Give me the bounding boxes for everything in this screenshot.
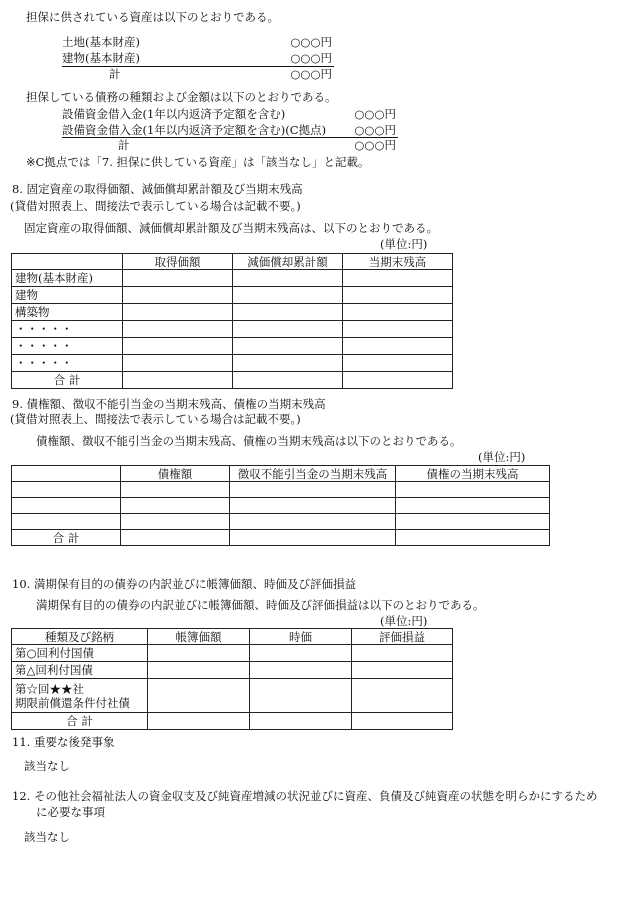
section10-intro: 満期保有目的の債券の内訳並びに帳簿価額、時価及び評価損益は以下のとおりである。 [36, 598, 485, 612]
section12-body: 該当なし [24, 830, 70, 844]
header-cell: 種類及び銘柄 [12, 629, 148, 645]
row-label: 建物(基本財産) [12, 270, 123, 287]
section8-heading: 8. 固定資産の取得価額、減価償却累計額及び当期末残高 [12, 182, 303, 196]
asset-amount-building: ○○○円 [290, 51, 332, 65]
header-cell [12, 254, 123, 270]
row-label [12, 498, 121, 514]
section12-heading-line1: 12. その他社会福祉法人の資金収支及び純資産増減の状況並びに資産、負債及び純資産の状態を明らかにするため [12, 789, 598, 803]
table-total-row [12, 372, 453, 389]
debts-total-label: 計 [118, 138, 130, 152]
asset-label-land: 土地(基本財産) [62, 35, 140, 49]
section9-intro: 債権額、徴収不能引当金の当期末残高、債権の当期末残高は以下のとおりである。 [36, 434, 462, 448]
collateral-note: ※C拠点では「7. 担保に供している資産」は「該当なし」と記載。 [26, 155, 370, 169]
table-row [12, 321, 453, 338]
table-row [12, 270, 453, 287]
collateral-debts-intro: 担保している債務の種類および金額は以下のとおりである。 [26, 90, 337, 104]
header-cell: 取得価額 [123, 254, 233, 270]
section9-subnote: (貸借対照表上、間接法で表示している場合は記載不要。) [10, 412, 301, 426]
section9-heading: 9. 債権額、徴収不能引当金の当期末残高、債権の当期末残高 [12, 397, 326, 411]
row-label: ・・・・・ [12, 338, 123, 355]
row-label: ・・・・・ [12, 321, 123, 338]
debt-amount-1: ○○○円 [354, 107, 396, 121]
header-cell: 債権額 [121, 466, 230, 482]
header-cell [12, 466, 121, 482]
section9-unit: (単位:円) [478, 450, 526, 464]
table-row [12, 498, 550, 514]
table-header-row [12, 466, 550, 482]
asset-amount-land: ○○○円 [290, 35, 332, 49]
section8-subnote: (貸借対照表上、間接法で表示している場合は記載不要。) [10, 199, 301, 213]
total-label: 合 計 [12, 372, 123, 389]
section8-intro: 固定資産の取得価額、減価償却累計額及び当期末残高は、以下のとおりである。 [24, 221, 438, 235]
section8-unit: (単位:円) [380, 237, 428, 251]
table-row [12, 662, 453, 679]
row-label: ・・・・・ [12, 355, 123, 372]
section11-heading: 11. 重要な後発事象 [12, 735, 115, 749]
table-row [12, 679, 453, 713]
header-cell: 時価 [250, 629, 352, 645]
table-row [12, 338, 453, 355]
debt-amount-2: ○○○円 [354, 123, 396, 137]
table-row [12, 304, 453, 321]
row-label-multiline [12, 679, 148, 713]
debts-total-amount: ○○○円 [354, 138, 396, 152]
row-label-line1: 第☆回★★社 [15, 681, 84, 696]
table-total-row [12, 713, 453, 730]
asset-label-building: 建物(基本財産) [62, 51, 140, 65]
table-row [12, 355, 453, 372]
assets-total-label: 計 [109, 67, 121, 81]
fixed-assets-table [11, 253, 453, 389]
section12-heading-line2: に必要な事項 [36, 805, 105, 819]
table-header-row [12, 629, 453, 645]
row-label [12, 514, 121, 530]
table-row [12, 287, 453, 304]
receivables-table [11, 465, 550, 546]
header-cell: 評価損益 [352, 629, 453, 645]
total-label: 合 計 [12, 713, 148, 730]
row-label: 第○回利付国債 [12, 645, 148, 662]
row-label: 構築物 [12, 304, 123, 321]
assets-total-amount: ○○○円 [290, 67, 332, 81]
table-row [12, 482, 550, 498]
collateral-assets-intro: 担保に供されている資産は以下のとおりである。 [26, 10, 279, 24]
table-row [12, 645, 453, 662]
bonds-table [11, 628, 453, 730]
header-cell: 減価償却累計額 [233, 254, 343, 270]
header-cell: 帳簿価額 [148, 629, 250, 645]
section10-heading: 10. 満期保有目的の債券の内訳並びに帳簿価額、時価及び評価損益 [12, 577, 356, 591]
section10-unit: (単位:円) [380, 614, 428, 628]
row-label [12, 482, 121, 498]
header-cell: 徴収不能引当金の当期末残高 [230, 466, 396, 482]
row-label-line2: 期限前償還条件付社債 [15, 695, 130, 710]
debt-label-1: 設備資金借入金(1年以内返済予定額を含む) [62, 107, 286, 121]
table-row [12, 514, 550, 530]
header-cell: 債権の当期末残高 [396, 466, 550, 482]
debt-label-2: 設備資金借入金(1年以内返済予定額を含む)(C拠点) [62, 123, 327, 137]
table-total-row [12, 530, 550, 546]
header-cell: 当期末残高 [343, 254, 453, 270]
total-label: 合 計 [12, 530, 121, 546]
section11-body: 該当なし [24, 759, 70, 773]
row-label: 第△回利付国債 [12, 662, 148, 679]
table-header-row [12, 254, 453, 270]
row-label: 建物 [12, 287, 123, 304]
